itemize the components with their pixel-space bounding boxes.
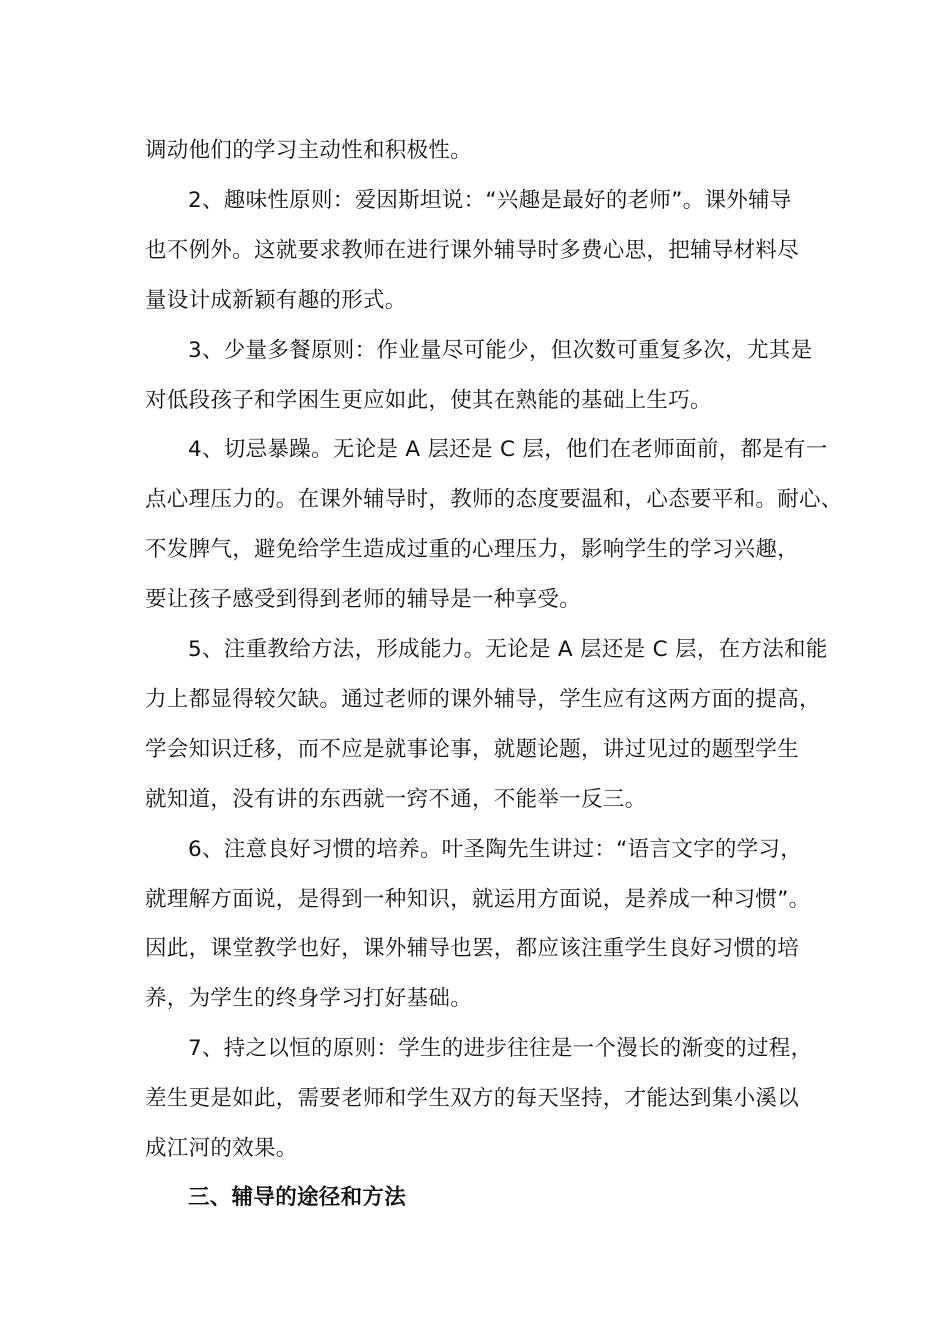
paragraph-line: 3、少量多餐原则：作业量尽可能少，但次数可重复多次，尤其是	[188, 338, 813, 363]
paragraph-line: 就理解方面说，是得到一种知识，就运用方面说，是养成一种习惯”。	[145, 887, 811, 912]
paragraph-line: 量设计成新颖有趣的形式。	[145, 288, 407, 313]
paragraph-line: 对低段孩子和学困生更应如此，使其在熟能的基础上生巧。	[145, 388, 712, 413]
paragraph-line: 成江河的效果。	[145, 1136, 298, 1161]
paragraph-line: 差生更是如此，需要老师和学生双方的每天坚持，才能达到集小溪以	[145, 1086, 800, 1111]
paragraph-line: 6、注意良好习惯的培养。叶圣陶先生讲过：“语言文字的学习，	[188, 837, 803, 862]
paragraph-line: 调动他们的学习主动性和积极性。	[145, 138, 473, 163]
paragraph-line: 力上都显得较欠缺。通过老师的课外辅导，学生应有这两方面的提高，	[145, 687, 821, 712]
paragraph-line: 学会知识迁移，而不应是就事论事，就题论题，讲过见过的题型学生	[145, 737, 800, 762]
paragraph-line: 就知道，没有讲的东西就一窍不通，不能举一反三。	[145, 787, 647, 812]
paragraph-line: 不发脾气，避免给学生造成过重的心理压力，影响学生的学习兴趣，	[145, 537, 800, 562]
paragraph-line: 因此，课堂教学也好，课外辅导也罢，都应该注重学生良好习惯的培	[145, 936, 800, 961]
paragraph-line: 2、趣味性原则：爱因斯坦说：“兴趣是最好的老师”。课外辅导	[188, 188, 792, 213]
paragraph-line: 7、持之以恒的原则：学生的进步往往是一个漫长的渐变的过程，	[188, 1036, 813, 1061]
paragraph-line: 点心理压力的。在课外辅导时，教师的态度要温和，心态要平和。耐心、	[145, 487, 843, 512]
paragraph-line: 要让孩子感受到得到老师的辅导是一种享受。	[145, 587, 582, 612]
section-heading: 三、辅导的途径和方法	[188, 1185, 407, 1210]
paragraph-line: 养，为学生的终身学习打好基础。	[145, 986, 473, 1011]
paragraph-line: 也不例外。这就要求教师在进行课外辅导时多费心思，把辅导材料尽	[145, 238, 800, 263]
paragraph-line: 5、注重教给方法，形成能力。无论是 A 层还是 C 层，在方法和能	[188, 637, 828, 662]
paragraph-line: 4、切忌暴躁。无论是 A 层还是 C 层，他们在老师面前，都是有一	[188, 437, 828, 462]
